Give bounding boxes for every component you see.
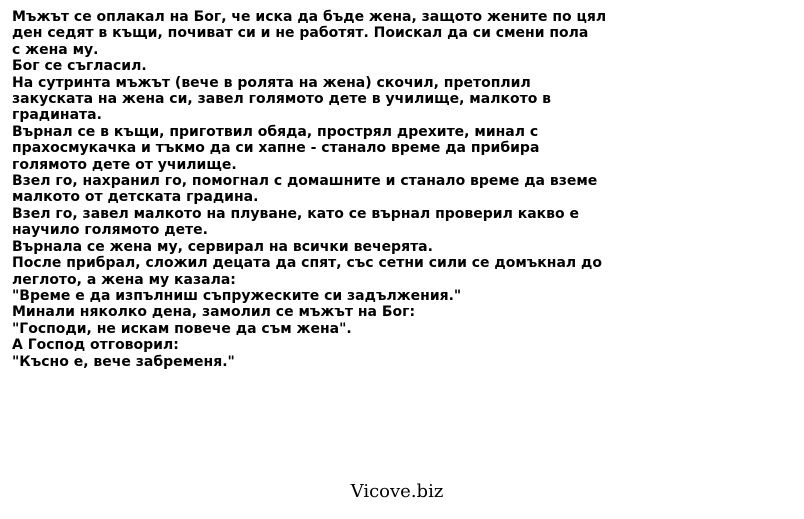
text-line: Бог се съгласил. [12,58,147,75]
text-line: А Господ отговорил: [12,337,179,354]
text-line: Върнала се жена му, сервирал на всички вечерята. [12,238,433,255]
text-line: голямото дете от училище. [12,156,237,173]
text-line: Върнал се в къщи, приготвил обяда, прострял дрехите, минал с [12,123,539,140]
text-line: ден седят в къщи, почиват си и не работят. Поискал да си смени пола [12,25,589,42]
text-line: Взел го, завел малкото на плуване, като се върнал проверил какво е [12,205,579,222]
text-line: Минали няколко дена, замолил се мъжът на Бог: [12,304,416,321]
text-line: закуската на жена си, завел голямото дете в училище, малкото в [12,91,552,108]
site-watermark: Vicove.biz [350,481,444,502]
text-line: Мъжът се оплакал на Бог, че иска да бъде жена, защото жените по цял [12,9,607,25]
text-line: прахосмукачка и тъкмо да си хапне - станало време да прибира [12,140,540,157]
text-line: "Време е да изпълниш съпружеските си задължения." [12,287,462,304]
text-line: леглото, а жена му казала: [12,271,236,288]
text-line: После прибрал, сложил децата да спят, със сетни сили се домъкнал до [12,255,602,272]
text-line: "Късно е, вече забременя." [12,353,235,370]
text-line: Взел го, нахранил го, помогнал с домашните и станало време да вземе [12,173,598,190]
text-line: градината. [12,107,102,124]
text-line: На сутринта мъжът (вече в ролята на жена) скочил, претоплил [12,74,531,91]
text-line: малкото от детската градина. [12,189,259,206]
text-line: с жена му. [12,41,99,58]
text-line: "Господи, не искам повече да съм жена". [12,320,352,337]
text-line: научило голямото дете. [12,222,208,239]
joke-text [12,9,792,370]
